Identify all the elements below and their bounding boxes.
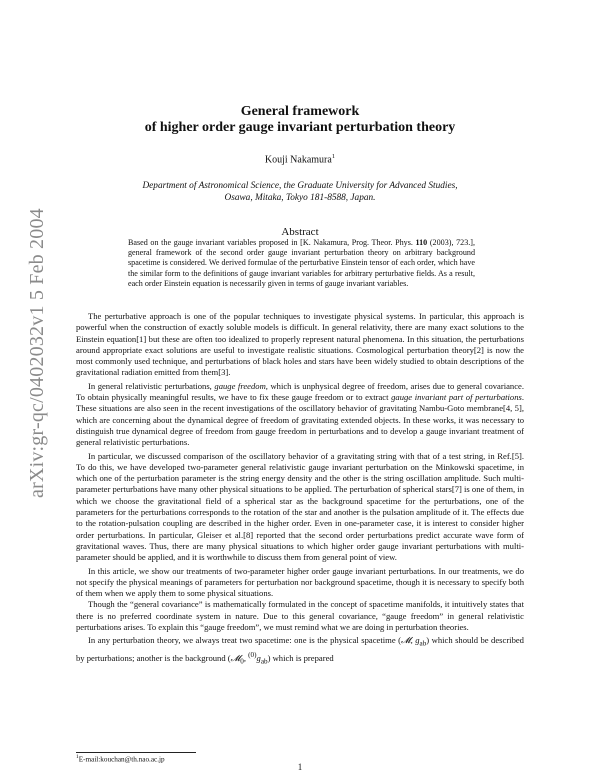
author-footnote-mark: 1 — [331, 153, 336, 160]
footnote-email: E-mail:kouchan@th.nao.ac.jp — [78, 755, 165, 764]
paragraph-6-part-b: ) which should be described by perturbations; another is the background ( — [76, 635, 524, 664]
symbol-separator: , — [243, 653, 249, 664]
abstract-heading: Abstract — [281, 226, 319, 238]
paragraph-1: The perturbative approach is one of the popular techniques to investigate physical systems. In particular, this approach is powerful when the construction of exactly soluble models is difficult. In general relativity, there are many exact solutions to the Einstein equation[1] but these are often too idealized to properly represent natural phenomena. In this situation, the perturbations around appropriate exact solutions are useful to investigate realistic situations. Cosmological perturbation theory[2] is now the most commonly used technique, and perturbations of black holes and stars have been widely studied to obtain descriptions of the gravitational radiation emitted from them[3]. — [76, 311, 524, 378]
footnote-divider — [76, 752, 196, 753]
author — [0, 153, 600, 165]
paper-title — [0, 104, 600, 136]
paragraph-2-part-b: , which is unphysical degree of freedom, arises due to general covariance. To obtain physically meaningful results, we have to fix these gauge freedom or to extract — [76, 380, 524, 403]
arxiv-identifier: arXiv:gr-qc/0402032v1 5 Feb 2004 — [26, 208, 48, 498]
background-spacetime-symbol: 𝓜 — [230, 653, 241, 664]
physical-spacetime-symbol: 𝓜, g — [400, 635, 420, 646]
paragraph-3: In particular, we discussed comparison of the oscillatory behavior of a gravitating string with that of a test string, in Ref.[5]. To do this, we have developed two-parameter general relativistic gauge invariant perturbation on the Minkowski spacetime, in which one of the perturbation parameter is the string energy density and the other is the string oscillation amplitude. Such multi-parameter perturbations have many other physical situations to be applied. The perturbation of spherical stars[7] is one of them, in which we choose the gravitational field of a spherical star as the background spacetime for the perturbations, one of the parameters for the perturbations corresponds to the rotation of the star and another is the pulsation amplitude of it. The effects due to the rotation-pulsation coupling are described in the higher order. Even in one-parameter case, it is interest to consider higher order perturbations. In particular, Gleiser et al.[8] reported that the second order perturbations predict accurate wave form of gravitational waves. Thus, there are many physical situations to which higher order gauge invariant perturbations with multi-parameter should be applied, and it is worthwhile to discuss them from general point of view. — [76, 450, 524, 563]
paragraph-2-part-a: In general relativistic perturbations, — [88, 380, 215, 391]
term-gauge-invariant-part: gauge invariant part of perturbations — [391, 392, 522, 403]
author-name: Kouji Nakamura — [264, 154, 332, 166]
paragraph-6-part-c: ) which is prepared — [267, 653, 334, 664]
physical-metric-index: ab — [419, 640, 427, 649]
paragraph-2-part-c: . These situations are also seen in the recent investigations of the oscillatory behavior of gravitating Nambu-Goto membrane[4, 5], which are concerning about the dynamical degree of freedom of gravitating extended objects. In these works, it was necessary to distinguish true dynamical degree of freedom from gauge freedom in perturbations and to develop a gauge invariant treatment of general relativistic perturbations. — [76, 392, 525, 448]
abstract-volume: 110 — [415, 238, 428, 247]
abstract-text — [128, 238, 475, 289]
paragraph-6 — [76, 635, 524, 668]
background-metric-index: ab — [260, 657, 268, 666]
title-line-2: of higher order gauge invariant perturbation theory — [144, 120, 456, 135]
background-metric-order: (0) — [248, 651, 257, 660]
term-gauge-freedom: gauge freedom — [214, 380, 266, 391]
background-metric-symbol: g — [256, 653, 261, 664]
page-number: 1 — [297, 762, 303, 772]
footnote-mark: 1 — [76, 754, 79, 760]
paragraph-2 — [76, 381, 524, 449]
paragraph-5: Though the “general covariance” is mathematically formulated in the concept of spacetime manifolds, it intuitively states that there is no preferred coordinate system in nature. Due to this general covariance, “gauge freedom” in general relativistic perturbations arises. To explain this “gauge freedom”, we must remind what we are doing in perturbation theories. — [76, 599, 524, 633]
title-line-1: General framework — [240, 104, 360, 119]
main-text — [76, 311, 524, 668]
affiliation — [0, 180, 600, 204]
abstract-part-1: Based on the gauge invariant variables proposed in [K. Nakamura, Prog. Theor. Phys. — [128, 238, 416, 247]
paragraph-4: In this article, we show our treatments of two-parameter higher order gauge invariant perturbations. In our treatments, we do not specify the physical meanings of parameters for perturbation nor background spacetime, though it is necessary to specify both of them when we apply them to some physical situations. — [76, 565, 524, 599]
background-spacetime-index: 0 — [240, 657, 244, 666]
paragraph-6-part-a: In any perturbation theory, we always treat two spacetime: one is the physical spacetime ( — [88, 635, 401, 646]
affiliation-line-1: Department of Astronomical Science, the Graduate University for Advanced Studies, — [142, 181, 458, 191]
affiliation-line-2: Osawa, Mitaka, Tokyo 181-8588, Japan. — [224, 193, 376, 203]
abstract-part-2: (2003), 723.], general framework of the second order gauge invariant perturbation theory on arbitrary background spacetime is considered. We derived formulae of the perturbative Einstein tensor of each order, which have the similar form to the definitions of gauge invariant variables for arbitrary perturbative fields. As a result, each order Einstein equation is necessarily given in terms of gauge invariant variables. — [128, 238, 475, 288]
